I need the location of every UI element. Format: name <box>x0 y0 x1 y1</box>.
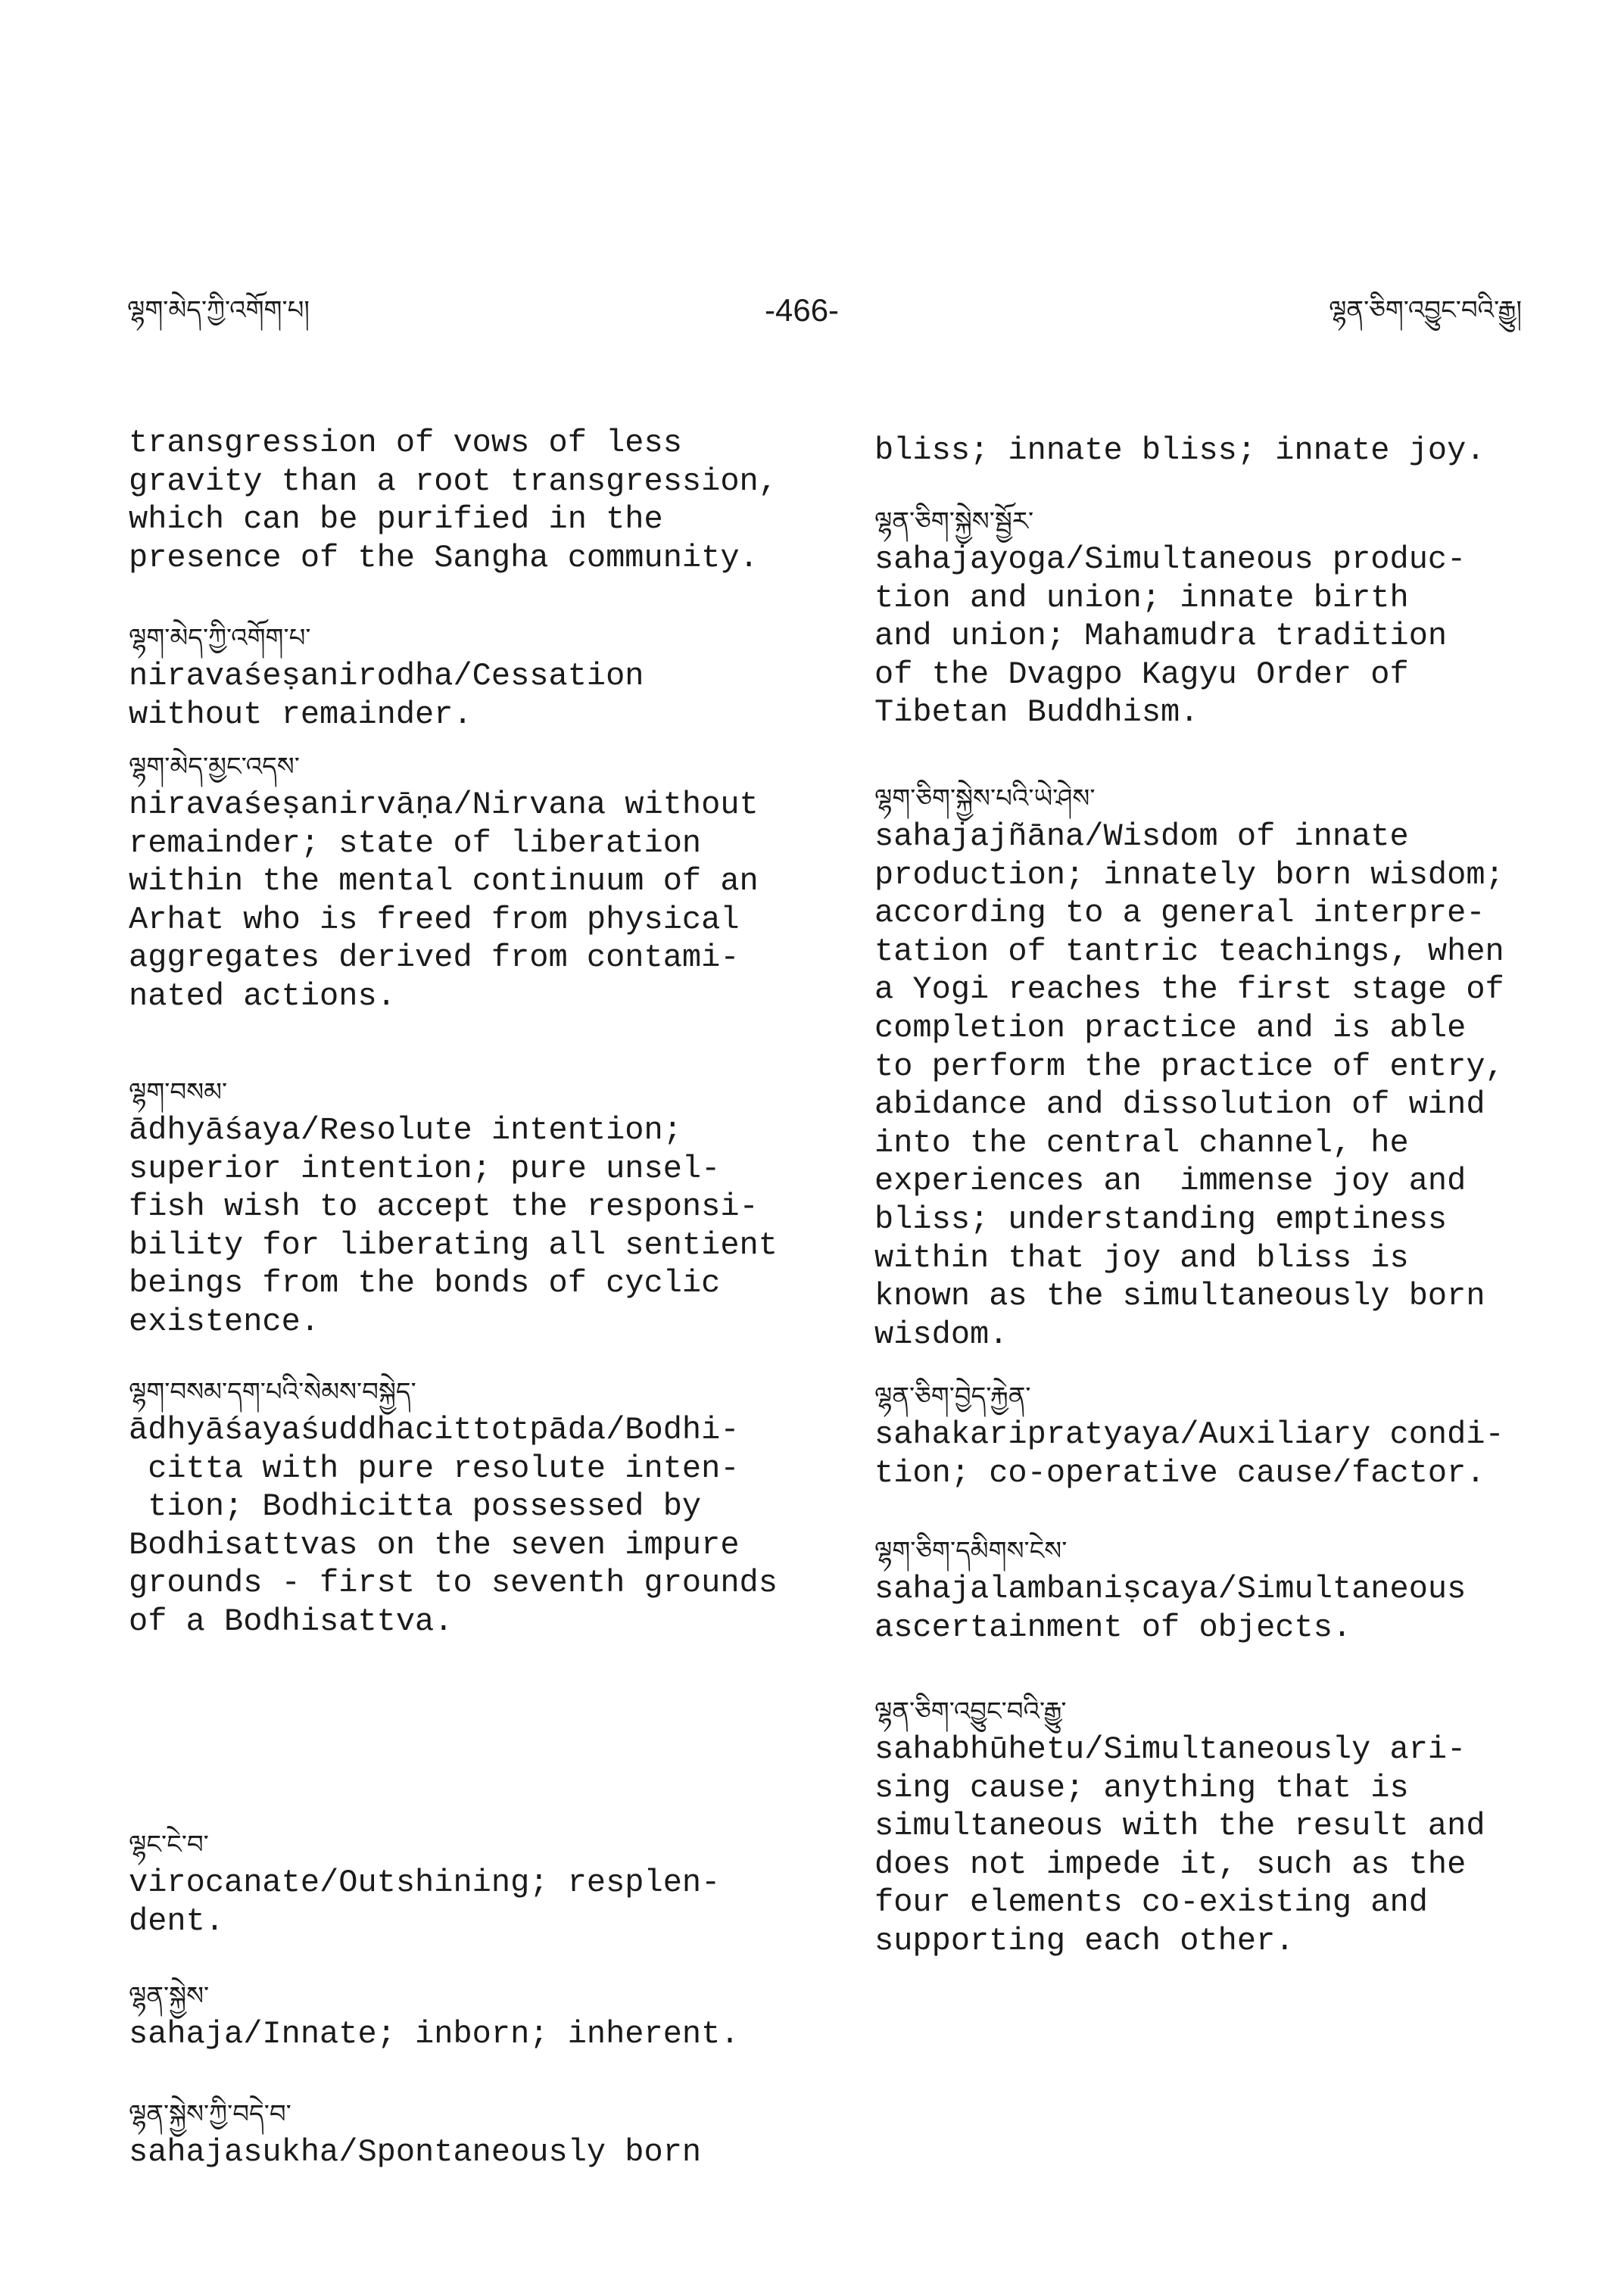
definition-line: simultaneous with the result and <box>874 1808 1485 1845</box>
definition-line: bility for liberating all sentient <box>129 1226 778 1263</box>
definition-line: niravaśeṣanirvāṇa/Nirvana without <box>129 787 759 823</box>
tibetan-headword: ལྷན་སྐྱེས་ཀྱི་བདེ་བ་ <box>129 2099 291 2129</box>
dictionary-entry <box>129 1977 740 2054</box>
definition-line: ascertainment of objects. <box>874 1609 1352 1646</box>
tibetan-headword: ལྷན་ཅིག་བྱེད་རྐྱེན་ <box>874 1382 1031 1412</box>
definition-line: does not impede it, such as the <box>874 1846 1467 1883</box>
definition-line: sahaja/Innate; inborn; inherent. <box>129 2016 740 2052</box>
definition-line: superior intention; pure unsel- <box>129 1150 721 1187</box>
definition-line: supporting each other. <box>874 1922 1295 1959</box>
dictionary-entry <box>129 1826 720 1940</box>
definition-line: four elements co-existing and <box>874 1884 1428 1921</box>
tibetan-headword: ལྷག་ཅིག་དམིགས་ངེས་ <box>874 1536 1068 1566</box>
dictionary-entry <box>129 1373 778 1641</box>
definition-line: ādhyāśaya/Resolute intention; <box>129 1112 682 1148</box>
definition-line: Bodhisattvas on the seven impure <box>129 1526 740 1563</box>
definition-line: sahabhūhetu/Simultaneously ari- <box>874 1731 1467 1768</box>
definition-line: gravity than a root transgression, <box>129 463 778 500</box>
definition-line: sing cause; anything that is <box>874 1769 1409 1806</box>
definition-line: production; innately born wisdom; <box>874 856 1504 893</box>
dictionary-entry <box>874 780 1504 1354</box>
definition-line: tion and union; innate birth <box>874 579 1409 616</box>
tibetan-headword: ལྷག་མེད་མྱང་འདས་ <box>129 752 300 782</box>
definition-line: wisdom. <box>874 1316 1008 1353</box>
definition-line: virocanate/Outshining; resplen- <box>129 1865 721 1901</box>
definition-line: within the mental continuum of an <box>129 863 759 900</box>
definition-line: Tibetan Buddhism. <box>874 694 1199 731</box>
definition-line: bliss; innate bliss; innate joy. <box>874 432 1485 469</box>
definition-line: tation of tantric teachings, when <box>874 933 1504 970</box>
running-head-right: ལྷན་ཅིག་འབྱུང་བའི་རྒྱུ། <box>1329 295 1522 326</box>
tibetan-headword: ལྷན་སྐྱེས་ <box>129 1981 210 2011</box>
definition-line: and union; Mahamudra tradition <box>874 618 1448 655</box>
definition-line: a Yogi reaches the first stage of <box>874 971 1504 1008</box>
definition-line: existence. <box>129 1303 320 1340</box>
definition-line: tion; co-operative cause/factor. <box>874 1454 1485 1491</box>
definition-line: tion; Bodhicitta possessed by <box>129 1488 702 1525</box>
tibetan-headword: ལྷག་བསམ་དག་པའི་སེམས་བསྐྱེད་ <box>129 1377 416 1407</box>
tibetan-headword: ལྷག་བསམ་ <box>129 1077 228 1108</box>
definition-line: known as the simultaneously born <box>874 1278 1485 1315</box>
definition-line: beings from the bonds of cyclic <box>129 1265 721 1302</box>
definition-line: bliss; understanding emptiness <box>874 1201 1448 1238</box>
definition-line: of a Bodhisattva. <box>129 1603 454 1640</box>
definition-line: sahajalambaniṣcaya/Simultaneous <box>874 1571 1467 1607</box>
dictionary-entry <box>874 1693 1485 1961</box>
definition-line: within that joy and bliss is <box>874 1239 1409 1276</box>
tibetan-headword: ལྷན་ཅིག་འབྱུང་བའི་རྒྱུ་ <box>874 1696 1067 1727</box>
definition-line: of the Dvagpo Kagyu Order of <box>874 656 1409 693</box>
definition-line: Arhat who is freed from physical <box>129 901 740 938</box>
definition-line: sahajasukha/Spontaneously born <box>129 2134 702 2170</box>
definition-line: into the central channel, he <box>874 1124 1409 1161</box>
definition-line: dent. <box>129 1902 225 1939</box>
tibetan-headword: ལྷག་མེད་ཀྱི་འགོག་པ་ <box>129 623 311 653</box>
entry-continuation <box>129 424 778 577</box>
definition-line: sahajajñāna/Wisdom of innate <box>874 818 1409 855</box>
definition-line: abidance and dissolution of wind <box>874 1086 1485 1123</box>
definition-line: ādhyāśayaśuddhacittotpāda/Bodhi- <box>129 1412 740 1448</box>
page-number: -466- <box>765 292 840 328</box>
definition-line: presence of the Sangha community. <box>129 539 759 576</box>
entry-continuation <box>874 431 1485 470</box>
definition-line: completion practice and is able <box>874 1009 1467 1046</box>
definition-line: sahajayoga/Simultaneous produc- <box>874 541 1467 578</box>
tibetan-headword: ལྷག་ཅིག་སྐྱེས་པའི་ཡེ་ཤེས་ <box>874 784 1096 814</box>
dictionary-entry <box>129 619 644 734</box>
definition-line: fish wish to accept the responsi- <box>129 1189 759 1226</box>
tibetan-headword: ལྷང་ངེ་བ་ <box>129 1830 209 1860</box>
definition-line: according to a general interpre- <box>874 895 1485 932</box>
definition-line: nated actions. <box>129 977 396 1014</box>
dictionary-entry <box>874 1378 1504 1492</box>
definition-line: remainder; state of liberation <box>129 824 702 861</box>
definition-line: niravaśeṣanirodha/Cessation <box>129 658 644 694</box>
dictionary-entry <box>874 503 1466 732</box>
running-head-left: ལྷག་མེད་ཀྱི་འགོག་པ། <box>127 295 310 326</box>
definition-line: without remainder. <box>129 696 472 733</box>
dictionary-entry <box>129 1073 778 1341</box>
definition-line: grounds - first to seventh grounds <box>129 1565 778 1602</box>
dictionary-entry <box>129 2095 701 2172</box>
definition-line: transgression of vows of less <box>129 425 682 461</box>
dictionary-entry <box>129 748 759 1016</box>
definition-line: citta with pure resolute inten- <box>129 1450 740 1487</box>
definition-line: sahakaripratyaya/Auxiliary condi- <box>874 1416 1504 1453</box>
definition-line: to perform the practice of entry, <box>874 1048 1504 1085</box>
definition-line: aggregates derived from contami- <box>129 939 740 977</box>
definition-line: which can be purified in the <box>129 501 663 538</box>
dictionary-entry <box>874 1532 1466 1647</box>
tibetan-headword: ལྷན་ཅིག་སྐྱེས་སྦྱོར་ <box>874 506 1034 537</box>
definition-line: experiences an immense joy and <box>874 1163 1467 1200</box>
